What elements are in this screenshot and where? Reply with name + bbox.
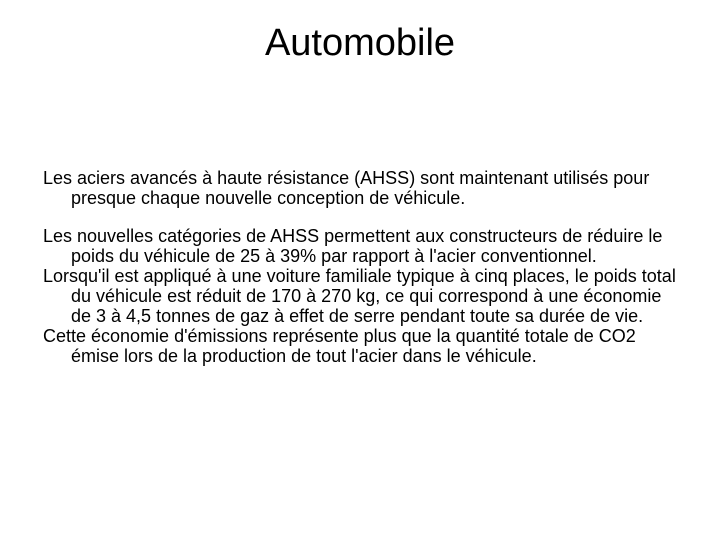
paragraph-spacer [43, 208, 683, 226]
paragraph-weight-reduction: Les nouvelles catégories de AHSS permettent aux constructeurs de réduire le poids du véhicule de 25 à 39% par rapport à l'acier conventionnel. [43, 226, 663, 266]
paragraph-family-car: Lorsqu'il est appliqué à une voiture familiale typique à cinq places, le poids total du véhicule est réduit de 170 à 270 kg, ce qui correspond à une économie de 3 à 4,5 tonnes de gaz à effet de serre pendant toute sa durée de vie. [43, 266, 676, 326]
paragraph-emissions: Cette économie d'émissions représente plus que la quantité totale de CO2 émise lors de la production de tout l'acier dans le véhicule. [43, 326, 636, 366]
slide-body [43, 168, 683, 366]
paragraph-ahss-usage: Les aciers avancés à haute résistance (AHSS) sont maintenant utilisés pour presque chaque nouvelle conception de véhicule. [43, 168, 650, 208]
slide-title: Automobile [264, 22, 456, 64]
